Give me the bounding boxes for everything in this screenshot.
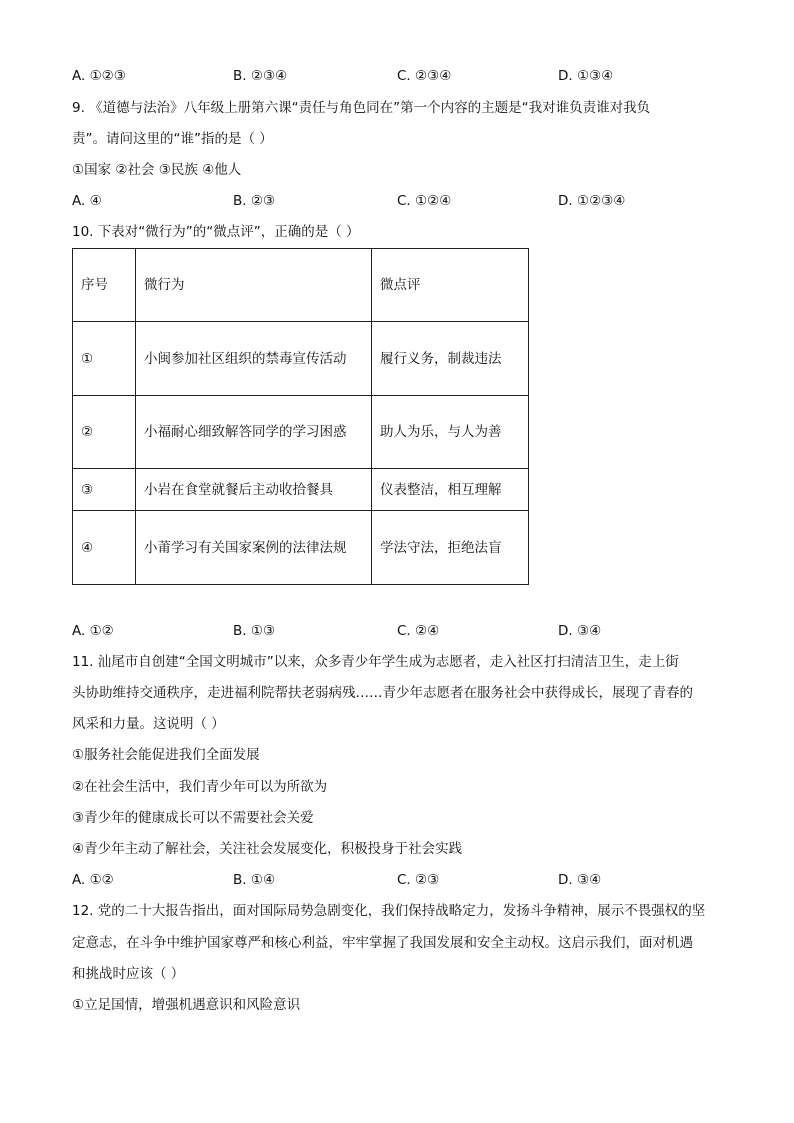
row-comment: 学法守法，拒绝法盲	[372, 511, 529, 585]
q11-statement-3: ③青少年的健康成长可以不需要社会关爱	[72, 810, 314, 826]
q8-option-a: A. ①②③	[72, 68, 126, 84]
q9-option-b: B. ②③	[233, 193, 276, 209]
table-row	[73, 469, 529, 511]
q11-statement-2: ②在社会生活中，我们青少年可以为所欲为	[72, 779, 328, 795]
q11-option-b: B. ①④	[233, 872, 276, 888]
q8-option-b: B. ②③④	[233, 68, 288, 84]
header-comment: 微点评	[372, 249, 529, 322]
q10-option-b: B. ①③	[233, 623, 276, 639]
header-number: 序号	[73, 249, 136, 322]
table-row	[73, 511, 529, 585]
q11-option-d: D. ③④	[558, 872, 602, 888]
q9-option-a: A. ④	[72, 193, 102, 209]
row-behavior: 小福耐心细致解答同学的学习困惑	[136, 396, 372, 469]
q10-stem: 10. 下表对“微行为”的“微点评”，正确的是（ ）	[72, 224, 360, 240]
q11-stem-line2: 头协助维持交通秩序，走进福利院帮扶老弱病残……青少年志愿者在服务社会中获得成长，展现了青春的	[72, 685, 693, 701]
q9-stem-line2: 责”。请问这里的“谁”指的是（ ）	[72, 131, 273, 147]
q12-stem-line1: 12. 党的二十大报告指出，面对国际局势急剧变化，我们保持战略定力，发扬斗争精神，展示不畏强权的坚	[72, 903, 706, 919]
row-number: ①	[73, 322, 136, 396]
table-row	[73, 322, 529, 396]
table-header-row	[73, 249, 529, 322]
row-number: ②	[73, 396, 136, 469]
q10-option-a: A. ①②	[72, 623, 114, 639]
q9-stem-line1: 9. 《道德与法治》八年级上册第六课“责任与角色同在”第一个内容的主题是“我对谁负责谁对我负	[72, 100, 651, 116]
table-row	[73, 396, 529, 469]
q10-table	[72, 248, 529, 585]
header-behavior: 微行为	[136, 249, 372, 322]
row-behavior: 小莆学习有关国家案例的法律法规	[136, 511, 372, 585]
q9-option-d: D. ①②③④	[558, 193, 626, 209]
q11-statement-4: ④青少年主动了解社会，关注社会发展变化，积极投身于社会实践	[72, 841, 463, 857]
q12-statement-1: ①立足国情，增强机遇意识和风险意识	[72, 997, 301, 1013]
q9-statements: ①国家 ②社会 ③民族 ④他人	[72, 162, 242, 178]
row-comment: 仪表整洁，相互理解	[372, 469, 529, 511]
q8-option-d: D. ①③④	[558, 68, 614, 84]
q11-option-c: C. ②③	[397, 872, 440, 888]
row-behavior: 小岩在食堂就餐后主动收拾餐具	[136, 469, 372, 511]
row-comment: 履行义务，制裁违法	[372, 322, 529, 396]
row-comment: 助人为乐，与人为善	[372, 396, 529, 469]
row-number: ③	[73, 469, 136, 511]
q11-stem-line3: 风采和力量。这说明（ ）	[72, 716, 225, 732]
q9-option-c: C. ①②④	[397, 193, 452, 209]
q12-stem-line2: 定意志，在斗争中维护国家尊严和核心利益，牢牢掌握了我国发展和安全主动权。这启示我们，面对机遇	[72, 935, 693, 951]
q11-option-a: A. ①②	[72, 872, 114, 888]
q11-stem-line1: 11. 汕尾市自创建“全国文明城市”以来，众多青少年学生成为志愿者，走入社区打扫清洁卫生，走上街	[72, 654, 679, 670]
q10-option-d: D. ③④	[558, 623, 602, 639]
q11-statement-1: ①服务社会能促进我们全面发展	[72, 747, 260, 763]
row-behavior: 小闽参加社区组织的禁毒宣传活动	[136, 322, 372, 396]
row-number: ④	[73, 511, 136, 585]
q8-option-c: C. ②③④	[397, 68, 452, 84]
q12-stem-line3: 和挑战时应该（ ）	[72, 966, 185, 982]
q10-option-c: C. ②④	[397, 623, 440, 639]
